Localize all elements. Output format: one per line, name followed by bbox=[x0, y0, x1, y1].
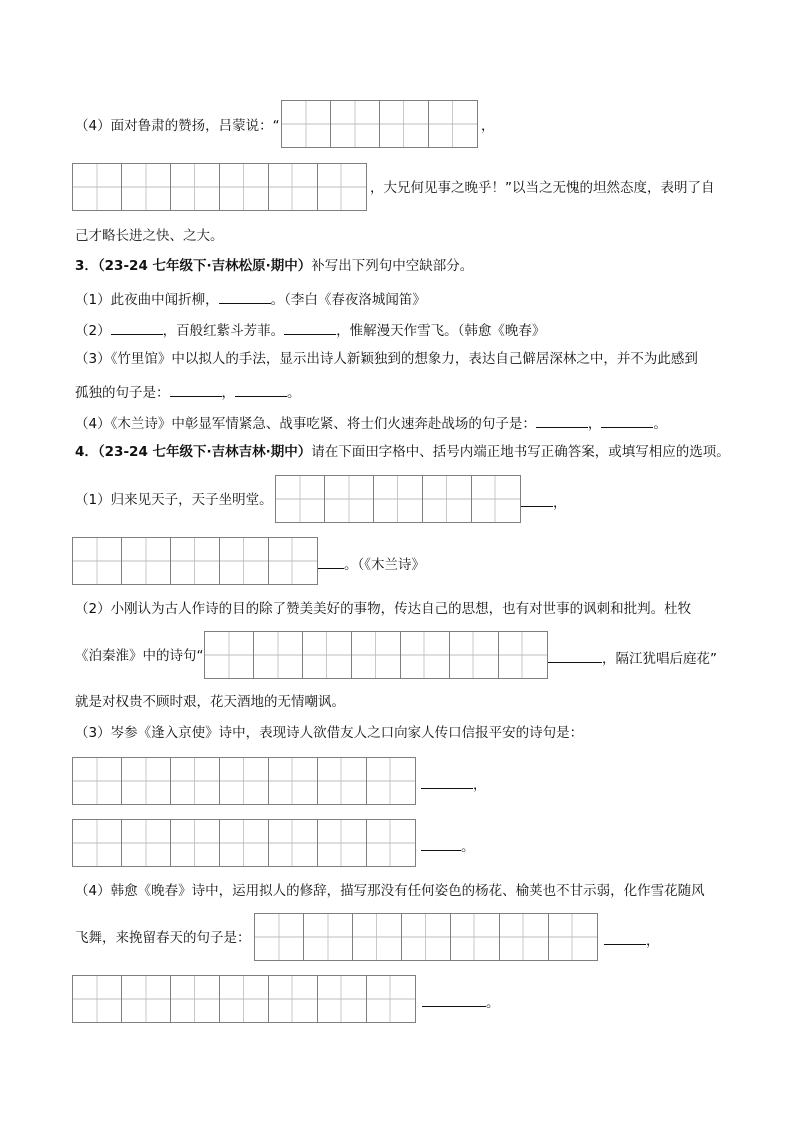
punctuation: ， bbox=[473, 777, 487, 793]
q4-item1-after bbox=[521, 494, 567, 511]
punctuation: ， bbox=[553, 495, 567, 511]
q4-item4-line2: 飞舞，来挽留春天的句子是： bbox=[75, 930, 251, 946]
question-instruction: 补写出下列句中空缺部分。 bbox=[311, 258, 474, 274]
item-4-prefix: （4）面对鲁肃的赞扬，吕蒙说：“ bbox=[75, 118, 280, 134]
item-text: （2） bbox=[75, 323, 111, 339]
item-text: 。（李白《春夜洛城闻笛》 bbox=[270, 292, 426, 308]
item-text: 。（《木兰诗》 bbox=[344, 557, 425, 573]
answer-blank[interactable] bbox=[521, 494, 553, 507]
answer-grid[interactable] bbox=[254, 913, 598, 961]
answer-blank[interactable] bbox=[170, 384, 222, 397]
q4-item2-line1: （2）小刚认为古人作诗的目的除了赞美美好的事物，传达自己的思想，也有对世事的讽刺和批判。杜牧 bbox=[75, 601, 692, 617]
item-text: （4）《木兰诗》中彰显军情紧急、战事吃紧、将士们火速奔赴战场的句子是： bbox=[75, 416, 536, 432]
question-4-header bbox=[75, 446, 730, 460]
answer-blank[interactable] bbox=[318, 556, 344, 569]
item-4-suffix: ，大兄何见事之晚乎！”以当之无愧的坦然态度，表明了自 bbox=[370, 180, 715, 196]
answer-grid[interactable] bbox=[72, 975, 416, 1023]
q4-item1-end bbox=[318, 556, 425, 573]
q3-item3-line2 bbox=[75, 384, 301, 401]
q4-item4-after1 bbox=[604, 932, 660, 949]
q4-item3-after1 bbox=[421, 776, 487, 793]
q4-item1-text: （1）归来见天子，天子坐明堂。 bbox=[75, 492, 273, 508]
answer-blank[interactable] bbox=[536, 415, 588, 428]
q4-item4-line1: （4）韩愈《晚春》诗中，运用拟人的修辞，描写那没有任何姿色的杨花、榆荚也不甘示弱，化作雪花随风 bbox=[75, 883, 705, 899]
answer-grid[interactable] bbox=[72, 819, 416, 867]
question-source: （23-24 七年级下·吉林吉林·期中） bbox=[97, 444, 312, 460]
q4-item2-line3: 就是对权贵不顾时艰，花天酒地的无情嘲讽。 bbox=[75, 694, 345, 710]
item-text: （1）此夜曲中闻折柳， bbox=[75, 292, 219, 308]
answer-blank[interactable] bbox=[422, 994, 486, 1007]
q3-item3-line1: （3）《竹里馆》中以拟人的手法，显示出诗人新颖独到的想象力，表达自己僻居深林之中，并不为此感到 bbox=[75, 351, 698, 367]
item-text: ， bbox=[221, 385, 235, 401]
q4-item2-line2a: 《泊秦淮》中的诗句“ bbox=[75, 648, 204, 664]
punctuation: ， bbox=[646, 933, 660, 949]
item-4-line3: 己才略长进之快、之大。 bbox=[75, 228, 224, 244]
answer-blank[interactable] bbox=[548, 650, 602, 663]
answer-grid[interactable] bbox=[275, 475, 521, 523]
q4-item4-after2 bbox=[422, 994, 500, 1011]
item-text: 。 bbox=[653, 416, 667, 432]
q3-item2 bbox=[75, 322, 545, 339]
question-source: （23-24 七年级下·吉林松原·期中） bbox=[97, 258, 312, 274]
answer-blank[interactable] bbox=[604, 932, 646, 945]
answer-grid[interactable] bbox=[72, 163, 367, 211]
item-text: ，隔江犹唱后庭花” bbox=[602, 651, 717, 667]
answer-blank[interactable] bbox=[111, 322, 163, 335]
q4-item3-line1: （3）岑参《逢入京使》诗中，表现诗人欲借友人之口向家人传口信报平安的诗句是： bbox=[75, 725, 584, 741]
q4-item2-line2b bbox=[548, 650, 717, 667]
answer-blank[interactable] bbox=[219, 291, 271, 304]
punctuation: ， bbox=[481, 118, 495, 134]
punctuation: 。 bbox=[486, 995, 500, 1011]
question-number: 4． bbox=[75, 444, 98, 460]
item-text: ， bbox=[587, 416, 602, 432]
answer-grid[interactable] bbox=[72, 537, 318, 585]
answer-grid[interactable] bbox=[72, 757, 416, 805]
q3-item4 bbox=[75, 415, 667, 432]
answer-grid[interactable] bbox=[204, 631, 548, 679]
answer-blank[interactable] bbox=[235, 384, 287, 397]
punctuation: 。 bbox=[461, 839, 475, 855]
item-text: ，惟解漫天作雪飞。（韩愈《晚春》 bbox=[336, 323, 546, 339]
q3-item1 bbox=[75, 291, 426, 308]
item-text: 。 bbox=[287, 385, 301, 401]
answer-grid[interactable] bbox=[281, 100, 478, 148]
answer-blank[interactable] bbox=[284, 322, 336, 335]
question-number: 3． bbox=[75, 258, 98, 274]
item-text: 孤独的句子是： bbox=[75, 385, 170, 401]
item-text: ，百般红紫斗芳菲。 bbox=[162, 323, 285, 339]
answer-blank[interactable] bbox=[601, 415, 653, 428]
question-instruction: 请在下面田字格中、括号内端正地书写正确答案，或填写相应的选项。 bbox=[311, 444, 730, 460]
answer-blank[interactable] bbox=[421, 776, 473, 789]
q4-item3-after2 bbox=[421, 838, 475, 855]
answer-blank[interactable] bbox=[421, 838, 461, 851]
question-3-header bbox=[75, 260, 473, 274]
